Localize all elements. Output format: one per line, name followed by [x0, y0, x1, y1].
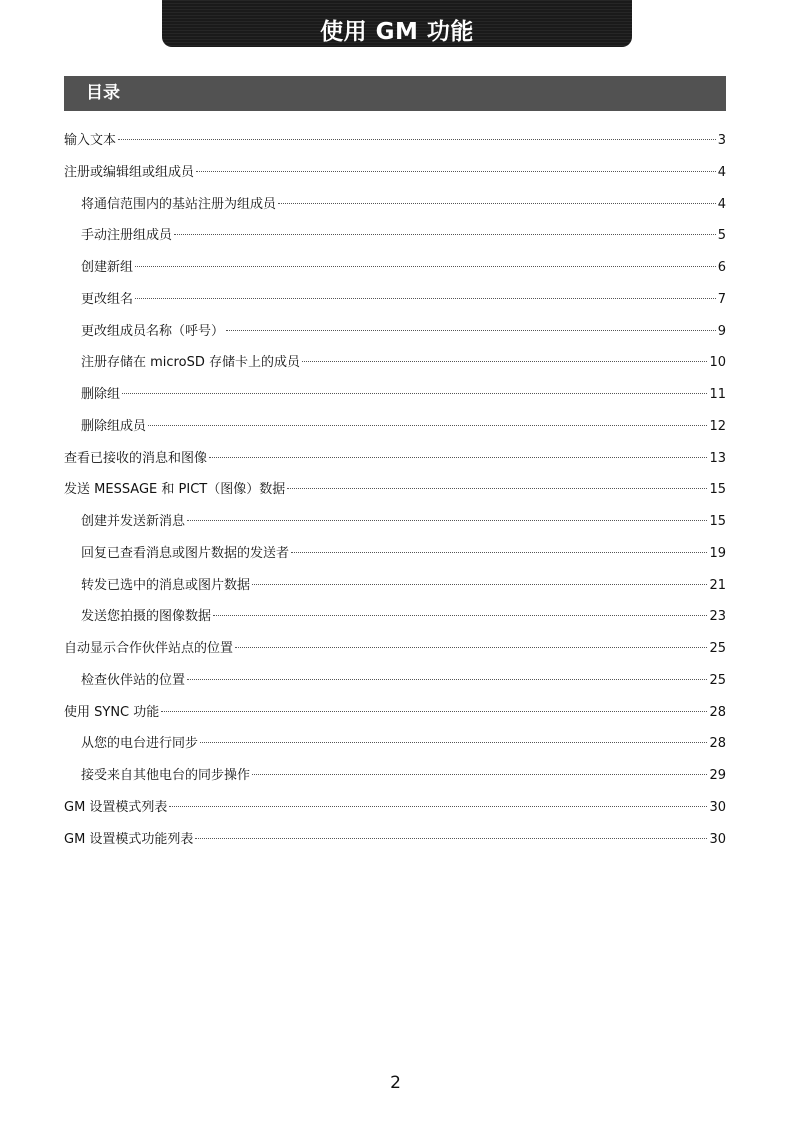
toc-entry[interactable] — [64, 347, 726, 379]
toc-dot-leader — [195, 838, 707, 839]
toc-heading: 目录 — [86, 83, 120, 103]
toc-entry[interactable] — [64, 474, 726, 506]
toc-entry[interactable] — [64, 601, 726, 633]
toc-entry-page: 29 — [709, 768, 726, 783]
toc-entry[interactable] — [64, 252, 726, 284]
toc-entry-label: 从您的电台进行同步 — [81, 736, 199, 752]
toc-entry-page: 12 — [709, 418, 726, 434]
toc-dot-leader — [161, 711, 707, 712]
toc-entry-label: 注册存储在 microSD 存储卡上的成员 — [81, 355, 300, 371]
toc-entry-page: 15 — [709, 482, 726, 498]
toc-entry-label: 更改组成员名称（呼号） — [81, 323, 225, 339]
toc-entry-label: 手动注册组成员 — [81, 228, 173, 244]
toc-entry-label: 创建并发送新消息 — [81, 514, 186, 529]
toc-entry[interactable] — [64, 284, 726, 316]
toc-entry-page: 4 — [717, 196, 726, 212]
toc-dot-leader — [252, 584, 707, 585]
toc-entry-label: 查看已接收的消息和图像 — [64, 450, 208, 466]
toc-entry-label: 注册或编辑组或组成员 — [64, 164, 195, 180]
toc-entry-label: 更改组名 — [81, 291, 134, 307]
toc-entry-label: 创建新组 — [81, 260, 134, 275]
toc-entry[interactable] — [64, 824, 726, 856]
toc-entry-label: 转发已选中的消息或图片数据 — [81, 577, 251, 593]
toc-entry-page: 25 — [709, 641, 726, 656]
toc-entry[interactable] — [64, 792, 726, 824]
toc-entry-page: 19 — [709, 545, 726, 561]
toc-dot-leader — [235, 647, 707, 648]
toc-dot-leader — [135, 298, 716, 299]
toc-dot-leader — [213, 615, 707, 616]
toc-dot-leader — [118, 139, 716, 140]
toc-dot-leader — [209, 457, 707, 458]
toc-entry-page: 15 — [709, 514, 726, 529]
toc-entry-label: 使用 SYNC 功能 — [64, 704, 160, 720]
toc-dot-leader — [174, 234, 716, 235]
toc-entry[interactable] — [64, 633, 726, 665]
toc-entry-label: GM 设置模式功能列表 — [64, 831, 194, 847]
toc-dot-leader — [302, 361, 707, 362]
toc-entry-page: 9 — [717, 323, 726, 339]
toc-dot-leader — [196, 171, 716, 172]
toc-entry-page: 3 — [717, 133, 726, 148]
toc-entry[interactable] — [64, 538, 726, 570]
toc-entry-page: 7 — [717, 291, 726, 307]
toc-dot-leader — [278, 203, 716, 204]
toc-entry-page: 25 — [709, 672, 726, 688]
toc-dot-leader — [135, 266, 716, 267]
chapter-title: 使用 GM 功能 — [320, 19, 474, 45]
toc-entry-label: GM 设置模式列表 — [64, 799, 168, 815]
toc-entry-page: 10 — [709, 355, 726, 371]
toc-dot-leader — [187, 520, 707, 521]
toc-dot-leader — [287, 488, 707, 489]
toc-entry[interactable] — [64, 443, 726, 475]
toc-entry-page: 21 — [709, 577, 726, 593]
toc-entry-label: 接受来自其他电台的同步操作 — [81, 768, 251, 783]
toc-entry-label: 检查伙伴站的位置 — [81, 672, 186, 688]
toc-entry-label: 发送您拍摄的图像数据 — [81, 609, 212, 625]
toc-entry[interactable] — [64, 411, 726, 443]
toc-entry-page: 30 — [709, 799, 726, 815]
toc-entry-page: 28 — [709, 704, 726, 720]
toc-entry-label: 输入文本 — [64, 133, 117, 148]
toc-entry-page: 30 — [709, 831, 726, 847]
toc-entry[interactable] — [64, 220, 726, 252]
toc-entry[interactable] — [64, 570, 726, 602]
toc-dot-leader — [148, 425, 707, 426]
toc-entry-page: 23 — [709, 609, 726, 625]
toc-dot-leader — [252, 774, 707, 775]
toc-entry-label: 删除组成员 — [81, 418, 147, 434]
toc-entry-label: 发送 MESSAGE 和 PICT（图像）数据 — [64, 482, 286, 498]
toc-entry-page: 5 — [717, 228, 726, 244]
page-number: 2 — [390, 1073, 401, 1093]
toc-entry-label: 回复已查看消息或图片数据的发送者 — [81, 545, 290, 561]
toc-dot-leader — [169, 806, 707, 807]
toc-entry-page: 28 — [709, 736, 726, 752]
toc-heading-bar — [64, 76, 726, 111]
toc-entry-label: 自动显示合作伙伴站点的位置 — [64, 641, 234, 656]
toc-dot-leader — [122, 393, 707, 394]
toc-dot-leader — [226, 330, 716, 331]
toc-entry[interactable] — [64, 379, 726, 411]
toc-dot-leader — [291, 552, 707, 553]
toc-entry[interactable] — [64, 125, 726, 157]
toc-entry[interactable] — [64, 506, 726, 538]
toc-entry-page: 6 — [717, 260, 726, 275]
chapter-header-tab — [162, 0, 632, 47]
toc-list — [64, 125, 726, 855]
toc-entry[interactable] — [64, 316, 726, 348]
toc-dot-leader — [187, 679, 707, 680]
toc-entry-label: 将通信范围内的基站注册为组成员 — [81, 196, 277, 212]
toc-entry-page: 11 — [709, 387, 726, 402]
toc-entry-page: 4 — [717, 164, 726, 180]
toc-entry[interactable] — [64, 189, 726, 221]
toc-dot-leader — [200, 742, 707, 743]
toc-entry[interactable] — [64, 760, 726, 792]
toc-entry[interactable] — [64, 697, 726, 729]
toc-entry-page: 13 — [709, 450, 726, 466]
toc-entry-label: 删除组 — [81, 387, 121, 402]
toc-entry[interactable] — [64, 665, 726, 697]
toc-entry[interactable] — [64, 157, 726, 189]
toc-entry[interactable] — [64, 728, 726, 760]
